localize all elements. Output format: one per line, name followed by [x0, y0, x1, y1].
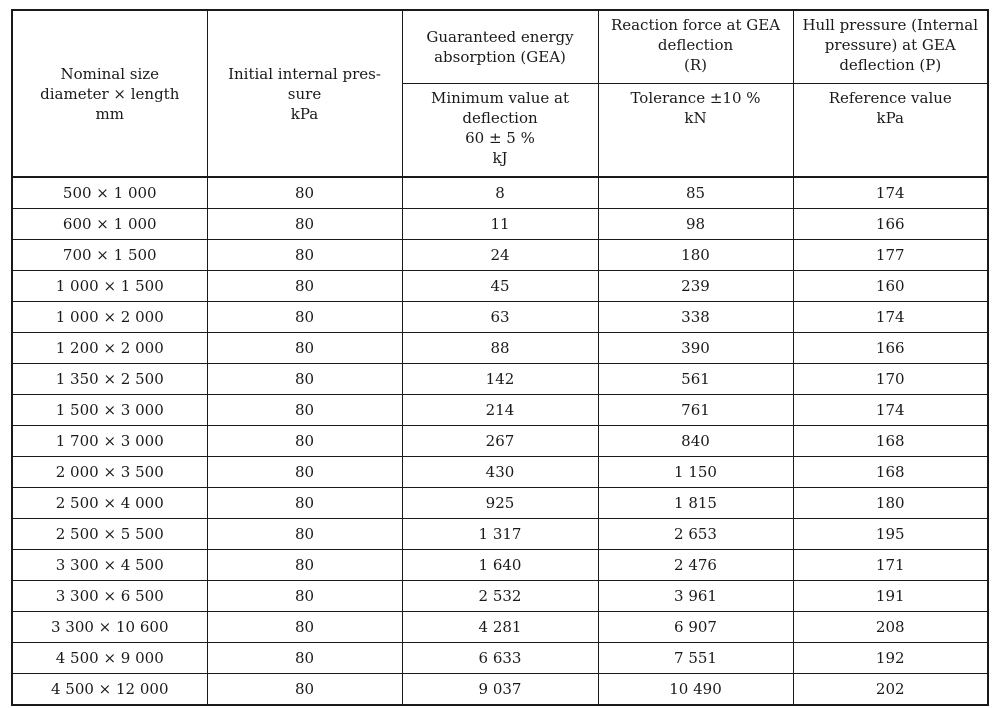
cell-gea: 88 [402, 333, 598, 364]
table-row [12, 612, 988, 643]
subheader-gea-minimum: Minimum value at deflection 60 ± 5 % kJ [402, 84, 598, 178]
cell-reaction-force: 2 653 [598, 519, 793, 550]
cell-nominal-size: 1 200 × 2 000 [12, 333, 207, 364]
cell-hull-pressure: 166 [793, 333, 988, 364]
cell-nominal-size: 1 500 × 3 000 [12, 395, 207, 426]
cell-gea: 142 [402, 364, 598, 395]
table-row [12, 426, 988, 457]
cell-gea: 11 [402, 209, 598, 240]
cell-initial-pressure: 80 [207, 519, 402, 550]
cell-nominal-size: 1 000 × 1 500 [12, 271, 207, 302]
cell-reaction-force: 2 476 [598, 550, 793, 581]
cell-nominal-size: 3 300 × 4 500 [12, 550, 207, 581]
cell-hull-pressure: 208 [793, 612, 988, 643]
table-row [12, 177, 988, 209]
cell-hull-pressure: 160 [793, 271, 988, 302]
header-reaction-force: Reaction force at GEA deflection (R) [598, 10, 793, 84]
table-row [12, 209, 988, 240]
cell-hull-pressure: 171 [793, 550, 988, 581]
cell-gea: 9 037 [402, 674, 598, 706]
cell-gea: 8 [402, 177, 598, 209]
table-row [12, 581, 988, 612]
cell-nominal-size: 3 300 × 10 600 [12, 612, 207, 643]
cell-reaction-force: 239 [598, 271, 793, 302]
cell-hull-pressure: 191 [793, 581, 988, 612]
table-row [12, 674, 988, 706]
cell-nominal-size: 1 700 × 3 000 [12, 426, 207, 457]
cell-gea: 430 [402, 457, 598, 488]
cell-reaction-force: 3 961 [598, 581, 793, 612]
cell-gea: 267 [402, 426, 598, 457]
table-row [12, 643, 988, 674]
cell-nominal-size: 500 × 1 000 [12, 177, 207, 209]
cell-nominal-size: 2 500 × 5 500 [12, 519, 207, 550]
cell-initial-pressure: 80 [207, 395, 402, 426]
table-row [12, 271, 988, 302]
fender-performance-table-container [11, 9, 987, 706]
cell-reaction-force: 338 [598, 302, 793, 333]
cell-nominal-size: 600 × 1 000 [12, 209, 207, 240]
cell-initial-pressure: 80 [207, 426, 402, 457]
cell-nominal-size: 2 000 × 3 500 [12, 457, 207, 488]
table-body [12, 177, 988, 705]
cell-hull-pressure: 202 [793, 674, 988, 706]
cell-initial-pressure: 80 [207, 302, 402, 333]
table-row [12, 302, 988, 333]
header-row-1 [12, 10, 988, 84]
cell-gea: 6 633 [402, 643, 598, 674]
cell-initial-pressure: 80 [207, 488, 402, 519]
cell-gea: 63 [402, 302, 598, 333]
cell-initial-pressure: 80 [207, 674, 402, 706]
cell-initial-pressure: 80 [207, 209, 402, 240]
cell-hull-pressure: 192 [793, 643, 988, 674]
cell-gea: 1 640 [402, 550, 598, 581]
cell-hull-pressure: 168 [793, 457, 988, 488]
cell-nominal-size: 4 500 × 9 000 [12, 643, 207, 674]
table-row [12, 395, 988, 426]
cell-hull-pressure: 174 [793, 395, 988, 426]
cell-nominal-size: 1 000 × 2 000 [12, 302, 207, 333]
cell-gea: 2 532 [402, 581, 598, 612]
cell-reaction-force: 98 [598, 209, 793, 240]
fender-performance-table [11, 9, 989, 706]
header-hull-pressure: Hull pressure (Internal pressure) at GEA deflection (P) [793, 10, 988, 84]
cell-reaction-force: 761 [598, 395, 793, 426]
cell-initial-pressure: 80 [207, 177, 402, 209]
cell-gea: 24 [402, 240, 598, 271]
header-gea: Guaranteed energy absorption (GEA) [402, 10, 598, 84]
cell-nominal-size: 4 500 × 12 000 [12, 674, 207, 706]
cell-reaction-force: 7 551 [598, 643, 793, 674]
cell-gea: 4 281 [402, 612, 598, 643]
header-initial-pressure: Initial internal pres- sure kPa [207, 10, 402, 177]
cell-initial-pressure: 80 [207, 581, 402, 612]
cell-initial-pressure: 80 [207, 457, 402, 488]
cell-reaction-force: 1 150 [598, 457, 793, 488]
table-row [12, 333, 988, 364]
subheader-reaction-tolerance: Tolerance ±10 % kN [598, 84, 793, 178]
cell-gea: 214 [402, 395, 598, 426]
cell-reaction-force: 390 [598, 333, 793, 364]
cell-reaction-force: 1 815 [598, 488, 793, 519]
cell-initial-pressure: 80 [207, 550, 402, 581]
cell-nominal-size: 2 500 × 4 000 [12, 488, 207, 519]
cell-reaction-force: 840 [598, 426, 793, 457]
cell-hull-pressure: 170 [793, 364, 988, 395]
cell-initial-pressure: 80 [207, 364, 402, 395]
table-row [12, 457, 988, 488]
cell-initial-pressure: 80 [207, 271, 402, 302]
cell-hull-pressure: 195 [793, 519, 988, 550]
table-row [12, 240, 988, 271]
cell-hull-pressure: 168 [793, 426, 988, 457]
cell-hull-pressure: 174 [793, 302, 988, 333]
cell-reaction-force: 180 [598, 240, 793, 271]
cell-gea: 1 317 [402, 519, 598, 550]
header-nominal-size: Nominal size diameter × length mm [12, 10, 207, 177]
cell-reaction-force: 85 [598, 177, 793, 209]
cell-initial-pressure: 80 [207, 240, 402, 271]
cell-hull-pressure: 177 [793, 240, 988, 271]
table-row [12, 550, 988, 581]
cell-hull-pressure: 166 [793, 209, 988, 240]
table-row [12, 364, 988, 395]
cell-nominal-size: 1 350 × 2 500 [12, 364, 207, 395]
cell-gea: 45 [402, 271, 598, 302]
cell-reaction-force: 561 [598, 364, 793, 395]
cell-reaction-force: 10 490 [598, 674, 793, 706]
cell-initial-pressure: 80 [207, 643, 402, 674]
cell-nominal-size: 700 × 1 500 [12, 240, 207, 271]
cell-reaction-force: 6 907 [598, 612, 793, 643]
cell-nominal-size: 3 300 × 6 500 [12, 581, 207, 612]
table-header [12, 10, 988, 177]
cell-initial-pressure: 80 [207, 333, 402, 364]
subheader-hull-reference: Reference value kPa [793, 84, 988, 178]
cell-initial-pressure: 80 [207, 612, 402, 643]
table-row [12, 488, 988, 519]
table-row [12, 519, 988, 550]
cell-gea: 925 [402, 488, 598, 519]
cell-hull-pressure: 180 [793, 488, 988, 519]
cell-hull-pressure: 174 [793, 177, 988, 209]
